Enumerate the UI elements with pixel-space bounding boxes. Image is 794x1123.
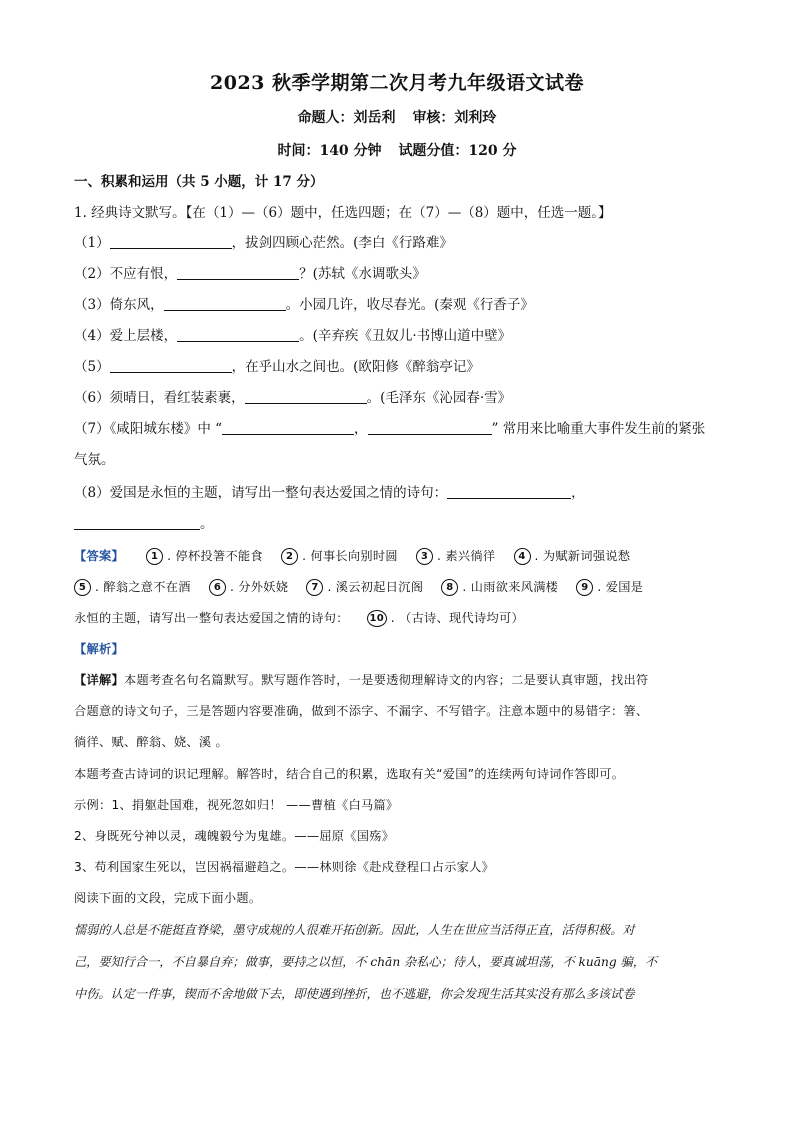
answer-item (146, 546, 263, 566)
item-text: 。(辛弃疾《丑奴儿·书博山道中壁》 (299, 328, 512, 344)
reading-passage-line: 中伤。认定一件事，锲而不舍地做下去，即使遇到挫折，也不逃避，你会发现生活其实没有那么多该试卷 (74, 987, 635, 1001)
time-label: 时间：140 分钟 (277, 143, 382, 159)
item-6 (74, 388, 734, 408)
analysis-para (74, 670, 734, 690)
answer-line-3 (74, 608, 734, 628)
item-8 (74, 483, 734, 503)
exam-title: 2023 秋季学期第二次月考九年级语文试卷 (210, 72, 584, 94)
item-text: ？(苏轼《水调歌头》 (299, 266, 426, 282)
answer-number: 1 (146, 548, 163, 565)
detail-tag: 【详解】 (74, 673, 124, 687)
answer-text: . 素兴徜徉 (437, 549, 496, 563)
reviewer-label: 审核：刘利玲 (412, 110, 497, 126)
answer-text: . 何事长向别时圆 (302, 549, 398, 563)
item-text: ， (354, 421, 368, 437)
item-text: 。 (200, 516, 214, 532)
item-text: 。小园几许，收尽春光。(秦观《行香子》 (285, 297, 534, 313)
analysis-para: 合题意的诗文句子，三是答题内容要准确，做到不添字、不漏字、不写错字。注意本题中的易错字：箸、 (74, 704, 649, 718)
answer-line-2 (74, 577, 734, 597)
answer-line-1 (74, 546, 734, 566)
answer-item (209, 577, 288, 597)
example-line: 示例：1、捐躯赴国难，视死忽如归！ ——曹植《白马篇》 (74, 798, 399, 812)
item-7-cont: 气氛。 (74, 452, 115, 468)
answer-text: 永恒的主题，请写出一整句表达爱国之情的诗句： (74, 611, 349, 625)
item-text: （1） (74, 235, 110, 251)
reading-instruction: 阅读下面的文段，完成下面小题。 (74, 891, 262, 905)
item-text: ， (571, 485, 585, 501)
answer-text: . 停杯投箸不能食 (167, 549, 263, 563)
example-line: 3、苟利国家生死以，岂因祸福避趋之。——林则徐《赴戍登程口占示家人》 (74, 860, 495, 874)
item-4 (74, 326, 734, 346)
answer-item (576, 577, 643, 597)
answer-number: 2 (281, 548, 298, 565)
answer-blank[interactable] (222, 420, 354, 435)
analysis-text: 本题考查名句名篇默写。默写题作答时，一是要透彻理解诗文的内容；二是要认真审题，找出符 (123, 673, 649, 687)
item-text: （4）爱上层楼， (74, 328, 178, 344)
item-5 (74, 357, 734, 377)
answer-item (281, 546, 398, 566)
answer-blank[interactable] (177, 327, 299, 342)
answer-number: 7 (306, 579, 323, 596)
item-text: ，拔剑四顾心茫然。(李白《行路难》 (231, 235, 453, 251)
answer-text: . 爱国是 (597, 580, 644, 594)
author-line (0, 107, 794, 127)
answer-blank[interactable] (110, 234, 232, 249)
item-text: （7）《咸阳城东楼》中 “ (74, 421, 223, 437)
item-text: （2）不应有恨， (74, 266, 178, 282)
item-text: ，在乎山水之间也。(欧阳修《醉翁亭记》 (231, 359, 480, 375)
item-text: 。(毛泽东《沁园春·雪》 (366, 390, 512, 406)
answer-tag: 【答案】 (74, 549, 124, 563)
answer-text: . 分外妖娆 (229, 580, 289, 594)
answer-text: . 溪云初起日沉阁 (327, 580, 424, 594)
answer-text: . 为赋新词强说愁 (534, 549, 631, 563)
answer-blank[interactable] (164, 296, 286, 311)
analysis-para: 本题考查古诗词的识记理解。解答时，结合自己的积累，选取有关“爱国”的连续两句诗词作答即可。 (74, 767, 625, 781)
answer-blank[interactable] (74, 515, 200, 530)
section-heading: 一、积累和运用（共 5 小题，计 17 分） (74, 174, 324, 190)
answer-number: 5 (74, 579, 91, 596)
answer-number: 8 (441, 579, 458, 596)
setter-label: 命题人：刘岳利 (297, 110, 396, 126)
answer-number: 3 (416, 548, 433, 565)
answer-item (306, 577, 423, 597)
item-text: （6）须晴日，看红装素裹， (74, 390, 245, 406)
question-1-intro: 1. 经典诗文默写。【在（1）—（6）题中，任选四题；在（7）—（8）题中，任选一题。】 (74, 205, 612, 221)
item-7 (74, 419, 734, 439)
answer-blank[interactable] (245, 389, 367, 404)
answer-text: . （古诗、现代诗均可） (390, 611, 524, 625)
analysis-tag: 【解析】 (74, 642, 124, 656)
reading-passage-line: 己，要知行合一，不自暴自弃；做事，要持之以恒，不 chān 杂私心；待人，要真诚坦荡，不 kuāng 骗，不 (74, 955, 658, 969)
answer-blank[interactable] (110, 358, 232, 373)
answer-text: . 醉翁之意不在酒 (95, 580, 191, 594)
item-8-cont (74, 514, 734, 534)
item-text: ” 常用来比喻重大事件发生前的紧张 (491, 421, 706, 437)
item-2 (74, 264, 734, 284)
example-line: 2、身既死兮神以灵，魂魄毅兮为鬼雄。——屈原《国殇》 (74, 829, 395, 843)
score-label: 试题分值：120 分 (398, 143, 517, 159)
answer-number: 10 (367, 610, 387, 627)
item-text: （5） (74, 359, 110, 375)
answer-item (441, 577, 558, 597)
item-3 (74, 295, 734, 315)
answer-number: 9 (576, 579, 593, 596)
analysis-para: 徜徉、赋、醉翁、娆、溪 。 (74, 735, 229, 749)
answer-number: 6 (209, 579, 226, 596)
answer-text: . 山雨欲来风满楼 (462, 580, 559, 594)
reading-passage-line: 懦弱的人总是不能挺直脊梁，墨守成规的人很难开拓创新。因此，人生在世应当活得正直，活得积极。对 (74, 923, 635, 937)
answer-blank[interactable] (447, 484, 571, 499)
answer-blank[interactable] (368, 420, 492, 435)
time-score-line (0, 140, 794, 160)
answer-blank[interactable] (177, 265, 299, 280)
item-text: （3）倚东风， (74, 297, 164, 313)
answer-item (74, 577, 191, 597)
item-text: （8）爱国是永恒的主题，请写出一整句表达爱国之情的诗句： (74, 485, 448, 501)
answer-item (514, 546, 631, 566)
answer-number: 4 (514, 548, 531, 565)
answer-item (416, 546, 495, 566)
item-1 (74, 233, 734, 253)
